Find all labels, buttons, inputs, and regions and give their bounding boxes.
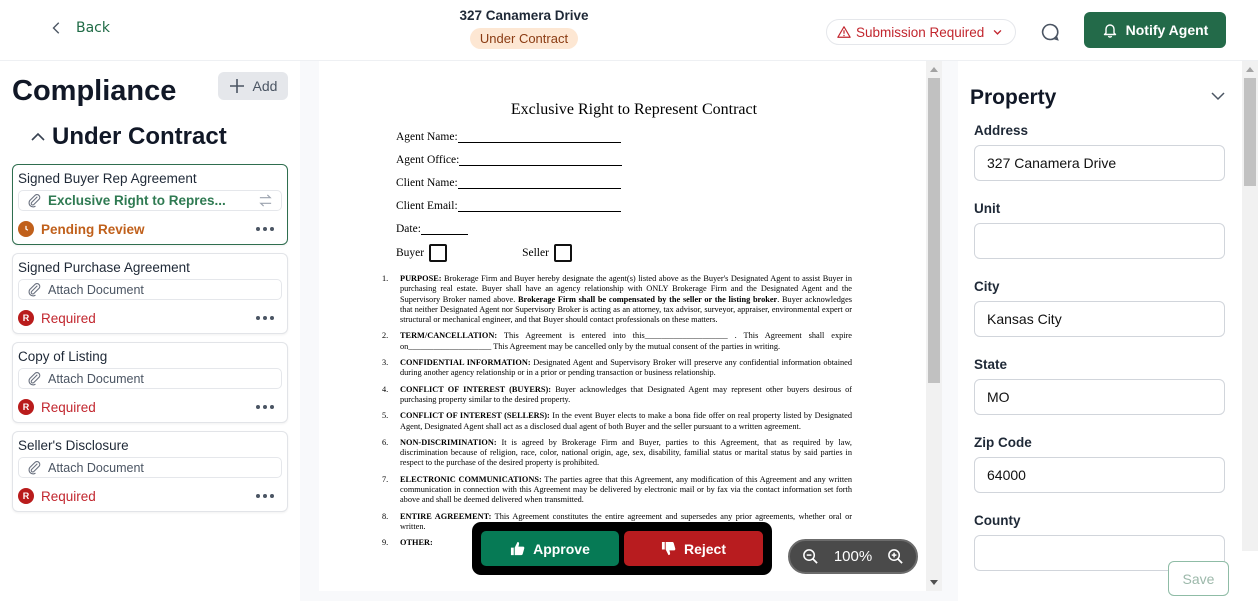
more-options-icon[interactable] — [256, 227, 274, 231]
more-options-icon[interactable] — [256, 405, 274, 409]
required-icon: R — [18, 488, 34, 504]
approve-label: Approve — [533, 540, 590, 557]
compliance-item-card[interactable] — [12, 342, 288, 423]
attach-document-button[interactable] — [18, 457, 282, 478]
zip-code-input[interactable] — [974, 457, 1225, 493]
add-label: Add — [252, 78, 278, 94]
compliance-item-card[interactable] — [12, 431, 288, 512]
status-pending-review — [18, 221, 145, 237]
scroll-up-icon[interactable] — [930, 67, 938, 72]
status-label: Required — [41, 488, 96, 504]
status-label: Required — [41, 399, 96, 415]
paperclip-icon — [27, 460, 42, 475]
save-button[interactable]: Save — [1168, 561, 1229, 596]
compliance-item-card[interactable] — [12, 164, 288, 245]
attach-document-button[interactable] — [18, 279, 282, 300]
approve-button[interactable] — [481, 531, 619, 566]
scroll-down-icon[interactable] — [930, 580, 938, 585]
linked-document[interactable] — [18, 190, 282, 211]
zoom-out-icon[interactable] — [802, 548, 819, 565]
clause: 3. CONFIDENTIAL INFORMATION: Designated Agent and Supervisory Broker will preserve any confidential information obtained during another agency relationship or in a prior or pending transaction or business relationship. — [382, 358, 852, 378]
zoom-in-icon[interactable] — [887, 548, 904, 565]
swap-icon[interactable] — [258, 193, 273, 208]
zip-code-label: Zip Code — [974, 435, 1032, 450]
city-input[interactable] — [974, 301, 1225, 337]
clause: 4. CONFLICT OF INTEREST (BUYERS): Buyer acknowledges that Designated Agent may represent other buyers desirous of purchasing property similar to the desired property. — [382, 384, 852, 404]
zoom-controls — [788, 539, 918, 574]
section-title: Under Contract — [52, 123, 227, 150]
chevron-down-icon — [992, 27, 1003, 38]
compliance-item-card[interactable] — [12, 253, 288, 334]
document-scrollbar[interactable] — [926, 61, 942, 591]
chevron-up-icon — [30, 129, 46, 145]
client-name-field: Client Name: — [396, 177, 852, 192]
status-label: Pending Review — [41, 221, 145, 237]
buyer-seller-checkboxes — [396, 244, 852, 262]
paperclip-icon — [27, 282, 42, 297]
seller-checkbox — [554, 244, 572, 262]
state-label: State — [974, 357, 1008, 372]
chevron-down-icon[interactable] — [1210, 88, 1226, 104]
document-page — [382, 61, 852, 555]
property-address: 327 Canamera Drive — [459, 8, 589, 23]
document-title: Exclusive Right to Represent Contract — [510, 101, 758, 118]
document-viewer[interactable] — [319, 61, 926, 591]
attach-label: Attach Document — [48, 460, 144, 475]
unit-input[interactable] — [974, 223, 1225, 259]
county-label: County — [974, 513, 1021, 528]
compliance-panel — [0, 61, 300, 601]
state-input[interactable] — [974, 379, 1225, 415]
reject-button[interactable] — [624, 531, 763, 566]
more-options-icon[interactable] — [256, 316, 274, 320]
paperclip-icon — [27, 193, 42, 208]
item-title: Signed Buyer Rep Agreement — [18, 171, 197, 186]
item-title: Copy of Listing — [18, 349, 108, 364]
address-input[interactable] — [974, 145, 1225, 181]
paperclip-icon — [27, 371, 42, 386]
bell-icon — [1102, 22, 1118, 38]
date-field: Date: — [396, 223, 852, 238]
attach-document-button[interactable] — [18, 368, 282, 389]
agent-name-field: Agent Name: — [396, 131, 852, 146]
clause: 5. CONFLICT OF INTEREST (SELLERS): In the event Buyer elects to make a bona fide offer on real property listed by Designated Agent, Designated Agent shall act as a disclosed dual agent of both Buyer and the seller pursuant to a written agreement. — [382, 411, 852, 431]
attach-label: Attach Document — [48, 282, 144, 297]
property-title: Property — [970, 86, 1057, 109]
status-required — [18, 399, 96, 415]
reject-label: Reject — [683, 540, 727, 557]
property-form — [974, 123, 1225, 591]
compliance-item-list — [12, 164, 288, 520]
unit-label: Unit — [974, 201, 1001, 216]
chat-icon[interactable] — [1040, 22, 1060, 42]
clause: 8. ENTIRE AGREEMENT: This Agreement constitutes the entire agreement and supersedes any prior agreements, whether oral or written. — [382, 511, 852, 531]
compliance-title: Compliance — [12, 75, 177, 107]
warning-icon — [837, 25, 851, 39]
status-required — [18, 310, 96, 326]
required-icon: R — [18, 310, 34, 326]
clause: 7. ELECTRONIC COMMUNICATIONS: The parties agree that this Agreement, any modification of this Agreement and any written communication in connection with this Agreement may be delivered by electronic mail or by fax via the contact information set forth above and shall be deemed delivered when transmitted. — [382, 474, 852, 505]
clause: 9. OTHER: — [382, 538, 433, 548]
item-title: Signed Purchase Agreement — [18, 260, 190, 275]
top-header — [0, 0, 1258, 61]
clause-list — [382, 274, 852, 549]
panel-gutter — [942, 61, 958, 601]
notify-agent-button[interactable] — [1084, 12, 1226, 48]
thumbs-up-icon — [510, 541, 525, 556]
item-title: Seller's Disclosure — [18, 438, 129, 453]
document-name: Exclusive Right to Repres... — [48, 193, 226, 208]
scroll-up-icon[interactable] — [1246, 67, 1254, 72]
clock-icon — [18, 221, 34, 237]
buyer-label: Buyer — [396, 247, 425, 259]
required-icon: R — [18, 399, 34, 415]
status-badge: Under Contract — [470, 28, 578, 49]
status-required — [18, 488, 96, 504]
client-email-field: Client Email: — [396, 200, 852, 215]
attach-label: Attach Document — [48, 371, 144, 386]
plus-icon — [229, 78, 245, 94]
clause: 6. NON-DISCRIMINATION: It is agreed by Brokerage Firm and Buyer, parties to this Agreement, that as required by law, discrimination because of religion, race, color, national origin, age, sex, disability, familial status or marital status by said parties in respect to the purchase of the desired property is prohibited. — [382, 437, 852, 468]
more-options-icon[interactable] — [256, 494, 274, 498]
buyer-checkbox — [429, 244, 447, 262]
scroll-thumb[interactable] — [928, 78, 940, 383]
property-panel — [958, 61, 1242, 551]
seller-label: Seller — [522, 247, 549, 259]
back-label: Back — [76, 20, 110, 36]
property-scrollbar[interactable] — [1242, 61, 1258, 551]
viewer-footer-gutter — [300, 591, 958, 601]
thumbs-down-icon — [661, 541, 676, 556]
status-label: Required — [41, 310, 96, 326]
scroll-thumb[interactable] — [1244, 78, 1256, 186]
address-label: Address — [974, 123, 1029, 138]
notify-label: Notify Agent — [1125, 22, 1209, 38]
clause: 2. TERM/CANCELLATION: This Agreement is entered into this____________________ . This Agreement shall expire on____________________ This Agreement may be cancelled only by the mutual consent of the parties in writing. — [382, 331, 852, 351]
submission-label: Submission Required — [856, 24, 985, 40]
agent-office-field: Agent Office: — [396, 154, 852, 169]
viewer-gutter — [300, 61, 319, 601]
section-toggle-under-contract[interactable] — [30, 123, 227, 151]
clause: 1. PURPOSE: Brokerage Firm and Buyer hereby designate the agent(s) listed above as the Buyer's Designated Agent to assist Buyer in purchasing real estate. Buyer shall have an agency relationship with ONLY Brokerage Firm and the Designated Agent and the Supervisory Broker named above. Brokerage Firm shall be compensated by the seller or the listing broker. Buyer acknowledges that neither Designated Agent nor Supervisory Broker is acting as an attorney, tax advisor, surveyor, appraiser, environmental expert or structural or mechanical engineer, and that Buyer should contact professionals on these matters. — [382, 274, 852, 325]
add-button[interactable] — [218, 72, 288, 100]
zoom-level: 100% — [833, 548, 873, 565]
city-label: City — [974, 279, 1000, 294]
submission-required-dropdown[interactable] — [826, 19, 1016, 45]
